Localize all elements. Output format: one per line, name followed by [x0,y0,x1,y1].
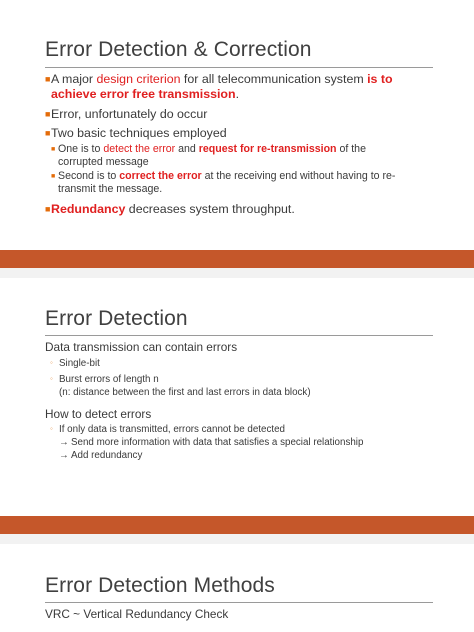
sub-bullet-2: ■ Second is to correct the error at the receiving end without having to re- [51,170,396,182]
list-item-single-bit: ◦ Single-bit [50,358,100,369]
arrow-right-icon: → [59,437,69,448]
arrow-right-icon: → [59,450,69,461]
list-item-burst-note: (n: distance between the first and last errors in data block) [59,387,311,398]
sub-bullet-2-cont: transmit the message. [58,183,163,195]
bullet-1-cont: achieve error free transmission. [51,87,240,101]
slide-gap [0,268,474,278]
accent-bar [0,516,474,534]
circle-bullet-icon: ◦ [50,358,53,367]
heading-data-transmission: Data transmission can contain errors [45,340,238,354]
slide-title: Error Detection [45,307,188,330]
square-bullet-icon: ■ [45,109,51,119]
bullet-1: ■A major design criterion for all telecommunication system is to [45,72,393,86]
circle-bullet-icon: ◦ [50,374,53,383]
list-item-burst: ◦ Burst errors of length n [50,374,159,385]
arrow-item-send-more: → Send more information with data that satisfies a special relationship [59,437,364,448]
accent-bar [0,250,474,268]
slide-3 [0,544,474,632]
title-rule [45,67,433,68]
sub-bullet-1-cont: corrupted message [58,156,149,168]
arrow-item-add-redundancy: → Add redundancy [59,450,143,461]
slide-title: Error Detection Methods [45,574,275,597]
slide-2 [0,278,474,516]
bullet-3: ■Two basic techniques employed [45,126,227,140]
square-bullet-icon: ■ [45,204,51,214]
slide-1 [0,0,474,250]
title-rule [45,335,433,336]
circle-bullet-icon: ◦ [50,424,53,433]
list-item-only-data: ◦ If only data is transmitted, errors cannot be detected [50,424,285,435]
square-bullet-icon: ■ [45,128,51,138]
bullet-2: ■Error, unfortunately do occur [45,107,208,121]
slide-title: Error Detection & Correction [45,38,312,61]
square-bullet-icon: ■ [51,173,56,180]
method-vrc: VRC ~ Vertical Redundancy Check [45,607,229,621]
square-bullet-icon: ■ [51,146,56,153]
title-rule [45,602,433,603]
sub-bullet-1: ■ One is to detect the error and request for re-transmission of the [51,143,366,155]
heading-how-to-detect: How to detect errors [45,407,152,421]
slide-gap [0,534,474,544]
bullet-4: ■Redundancy decreases system throughput. [45,202,295,216]
square-bullet-icon: ■ [45,74,51,84]
